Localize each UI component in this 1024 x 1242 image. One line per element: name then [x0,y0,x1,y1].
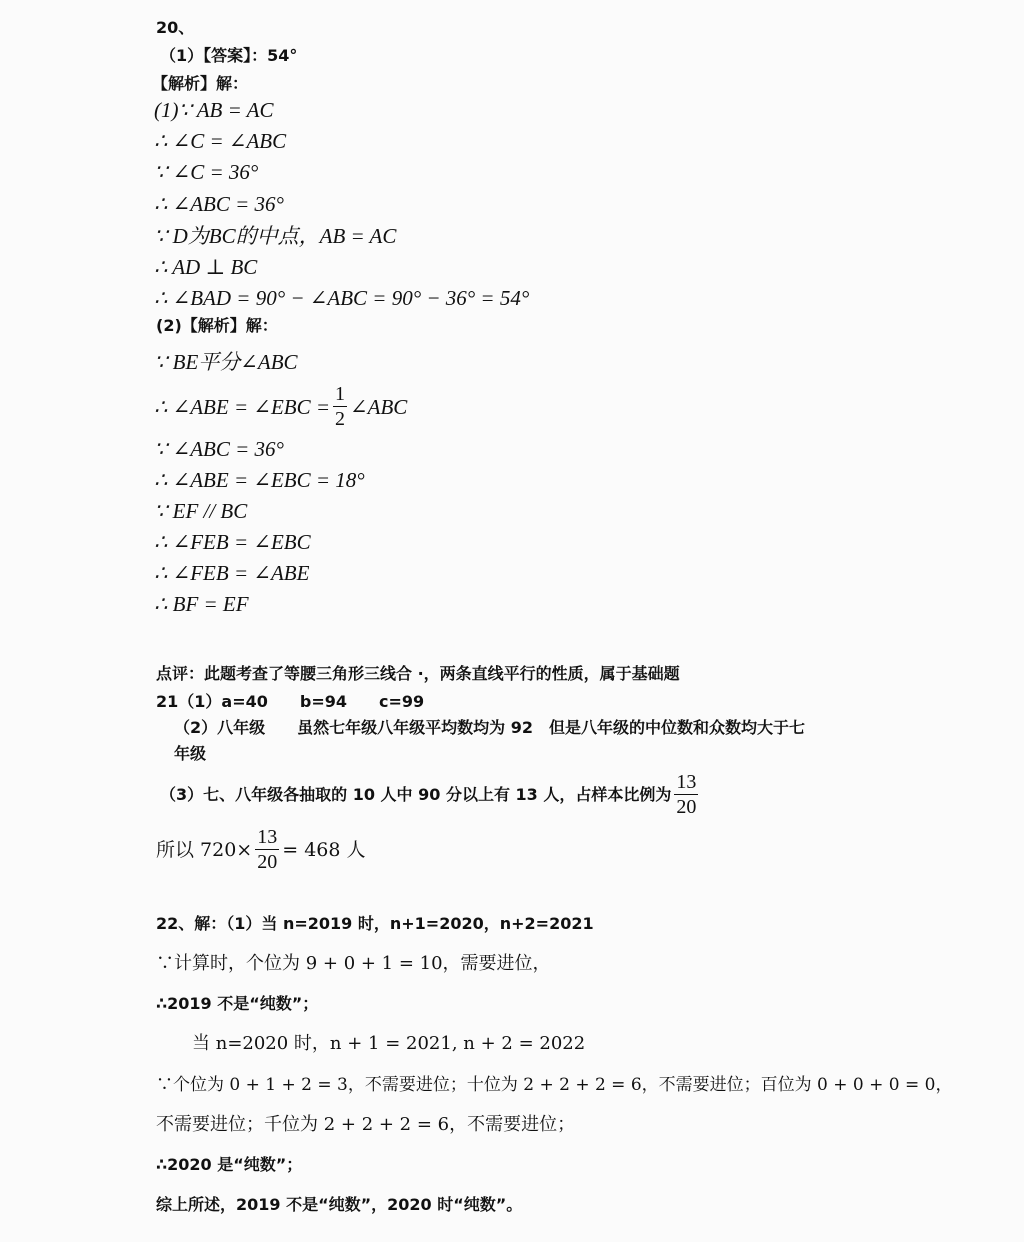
q21-calculation [156,825,366,874]
q20-step: ∵ ∠C = 36° [154,160,259,184]
q20-step: ∴ ∠BAD = 90° − ∠ABC = 90° − 36° = 54° [154,286,530,310]
q21-part2-line2: 年级 [174,744,207,763]
q20-step: ∴ ∠FEB = ∠EBC [154,530,311,554]
fraction-suffix: ∠ABC [350,394,408,419]
fraction-numerator: 1 [335,383,346,405]
q20-number: 20、 [156,18,195,37]
fraction-numerator: 13 [257,826,278,848]
q20-step: (1)∵ AB = AC [154,98,274,122]
q20-step: ∵ D为BC的中点，AB = AC [154,224,397,248]
q20-step: ∴ BF = EF [154,592,249,616]
q22-line: 综上所述，2019 不是“纯数”，2020 时“纯数”。 [156,1195,523,1214]
q20-analysis-label: 【解析】解： [152,74,249,93]
q22-line: 当 n=2020 时，n + 1 = 2021, n + 2 = 2022 [156,1033,586,1054]
q21-part3 [160,770,701,819]
q20-step: ∴ AD ⊥ BC [154,255,258,279]
q22-line: ∵计算时，个位为 9 + 0 + 1 = 10，需要进位， [156,953,551,974]
q22-line: ∴2019 不是“纯数”； [156,994,319,1013]
q21-part1: 21（1）a=40 b=94 c=99 [156,692,425,711]
q22-line: 不需要进位；千位为 2 + 2 + 2 = 6，不需要进位； [156,1114,576,1135]
q20-part2-label: (2)【解析】解： [156,316,278,335]
q20-step: ∴ ∠ABC = 36° [154,192,284,216]
fraction [255,825,279,874]
q20-step: ∴ ∠ABE = ∠EBC = 18° [154,468,365,492]
q21-part3-text: （3）七、八年级各抽取的 10 人中 90 分以上有 13 人，占样本比例为 [160,784,672,804]
fraction-prefix: ∴ ∠ABE = ∠EBC = [154,394,331,419]
q20-step: ∴ ∠FEB = ∠ABE [154,561,310,585]
fraction-denominator: 20 [676,796,697,818]
q20-step: ∵ EF // BC [154,499,248,523]
q22-line: ∵个位为 0 + 1 + 2 = 3，不需要进位；十位为 2 + 2 + 2 = 6，不需要进位；百位为 0 + 0 + 0 = 0， [156,1075,953,1095]
q20-comment: 点评：此题考查了等腰三角形三线合 ·，两条直线平行的性质，属于基础题 [156,664,680,683]
q20-step: ∵ BE平分∠ABC [154,350,298,374]
calc-suffix: = 468 人 [282,838,366,861]
q22-line: ∴2020 是“纯数”； [156,1155,303,1174]
fraction-numerator: 13 [676,771,697,793]
fraction-denominator: 2 [335,408,346,430]
fraction [333,382,347,431]
fraction [674,770,698,819]
q22-line: 22、解：（1）当 n=2019 时，n+1=2020，n+2=2021 [156,914,594,933]
calc-prefix: 所以 720× [156,838,253,861]
q20-step: ∵ ∠ABC = 36° [154,437,284,461]
q21-part2-line1: （2）八年级 虽然七年级八年级平均数均为 92 但是八年级的中位数和众数均大于七 [174,718,805,737]
q20-fraction-step [154,382,407,431]
q20-step: ∴ ∠C = ∠ABC [154,129,287,153]
fraction-denominator: 20 [257,851,278,873]
q20-answer: （1）【答案】：54° [160,46,298,65]
